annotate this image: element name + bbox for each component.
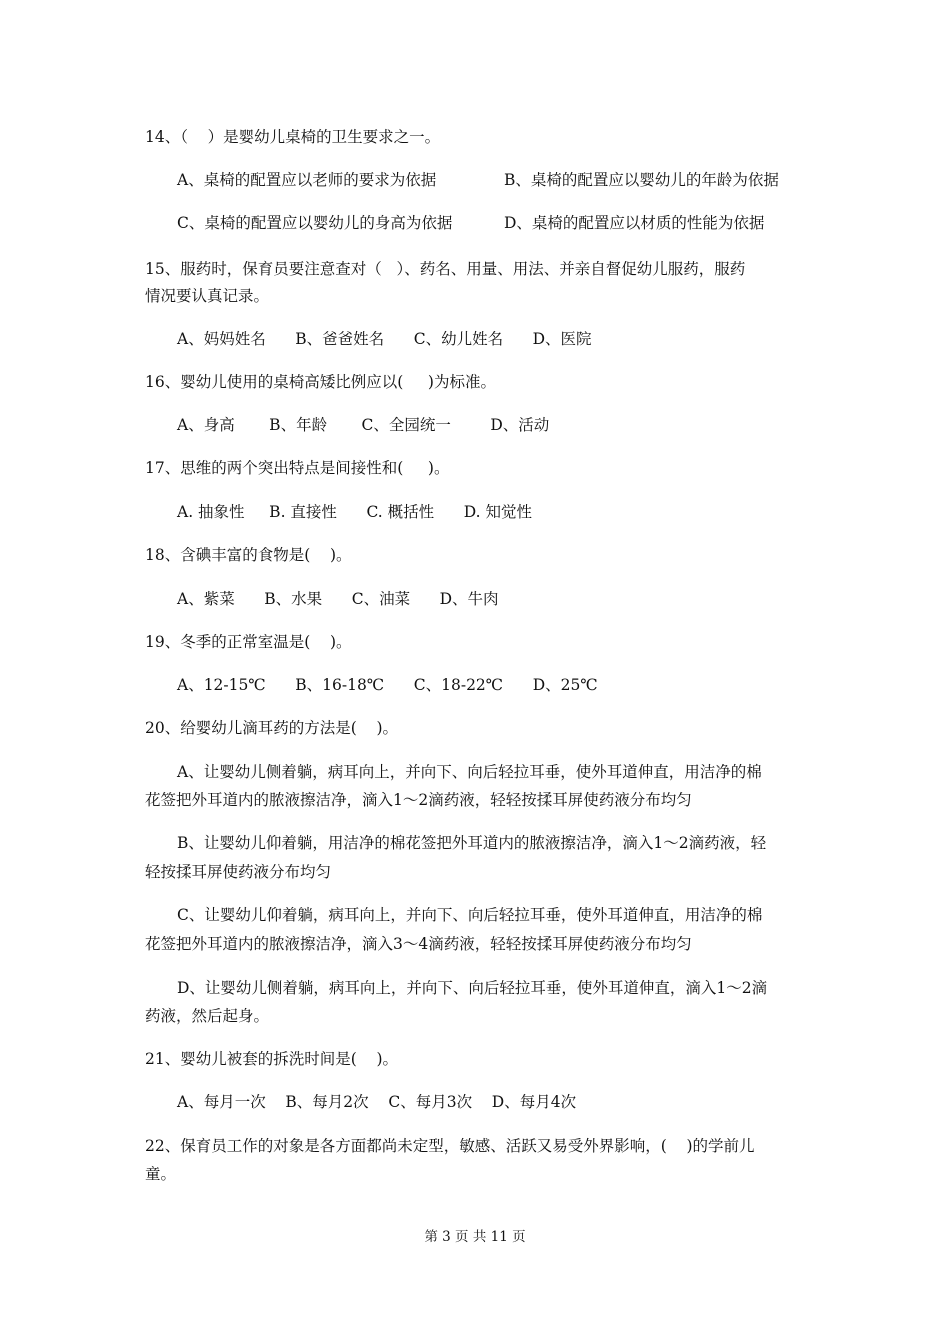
q17-options: A. 抽象性 B. 直接性 C. 概括性 D. 知觉性 <box>177 503 532 521</box>
q20-option-d-line-1: D、让婴幼儿侧着躺，病耳向上，并向下、向后轻拉耳垂，使外耳道伸直，滴入1～2滴 <box>177 979 768 997</box>
q20-option-d-line-2: 药液，然后起身。 <box>145 1007 270 1025</box>
q22-stem-line-2: 童。 <box>145 1165 177 1183</box>
q20-option-a-line-2: 花签把外耳道内的脓液擦洁净，滴入1～2滴药液，轻轻按揉耳屏使药液分布均匀 <box>145 791 692 809</box>
q14-option-c: C、桌椅的配置应以婴幼儿的身高为依据 <box>177 214 453 232</box>
page-number-footer: 第 3 页 共 11 页 <box>424 1229 526 1245</box>
q20-option-a-line-1: A、让婴幼儿侧着躺，病耳向上，并向下、向后轻拉耳垂，使外耳道伸直，用洁净的棉 <box>177 763 762 781</box>
q14-option-d: D、桌椅的配置应以材质的性能为依据 <box>504 214 765 232</box>
q20-stem: 20、给婴幼儿滴耳药的方法是( )。 <box>145 719 399 737</box>
q14-option-b: B、桌椅的配置应以婴幼儿的年龄为依据 <box>504 171 779 189</box>
q17-stem: 17、思维的两个突出特点是间接性和( )。 <box>145 459 450 477</box>
q20-option-b-line-1: B、让婴幼儿仰着躺，用洁净的棉花签把外耳道内的脓液擦洁净，滴入1～2滴药液，轻 <box>177 834 767 852</box>
q19-options: A、12-15℃ B、16-18℃ C、18-22℃ D、25℃ <box>177 676 598 694</box>
q14-stem: 14、（ ）是婴幼儿桌椅的卫生要求之一。 <box>145 128 441 146</box>
q15-stem-line-1: 15、服药时，保育员要注意查对（ ）、药名、用量、用法、并亲自督促幼儿服药，服药 <box>145 260 746 278</box>
q15-options: A、妈妈姓名 B、爸爸姓名 C、幼儿姓名 D、医院 <box>177 330 592 348</box>
q18-stem: 18、含碘丰富的食物是( )。 <box>145 546 352 564</box>
q18-options: A、紫菜 B、水果 C、油菜 D、牛肉 <box>177 590 499 608</box>
q21-stem: 21、婴幼儿被套的拆洗时间是( )。 <box>145 1050 399 1068</box>
q20-option-b-line-2: 轻按揉耳屏使药液分布均匀 <box>145 863 332 881</box>
q19-stem: 19、冬季的正常室温是( )。 <box>145 633 352 651</box>
q16-stem: 16、婴幼儿使用的桌椅高矮比例应以( )为标准。 <box>145 373 496 391</box>
q21-options: A、每月一次 B、每月2次 C、每月3次 D、每月4次 <box>177 1093 577 1111</box>
q16-options: A、身高 B、年龄 C、全园统一 D、活动 <box>177 416 550 434</box>
q20-option-c-line-2: 花签把外耳道内的脓液擦洁净，滴入3～4滴药液，轻轻按揉耳屏使药液分布均匀 <box>145 935 692 953</box>
q22-stem-line-1: 22、保育员工作的对象是各方面都尚未定型，敏感、活跃又易受外界影响，( )的学前儿 <box>145 1137 755 1155</box>
q15-stem-line-2: 情况要认真记录。 <box>145 287 270 305</box>
q20-option-c-line-1: C、让婴幼儿仰着躺，病耳向上，并向下、向后轻拉耳垂，使外耳道伸直，用洁净的棉 <box>177 906 763 924</box>
q14-option-a: A、桌椅的配置应以老师的要求为依据 <box>177 171 437 189</box>
